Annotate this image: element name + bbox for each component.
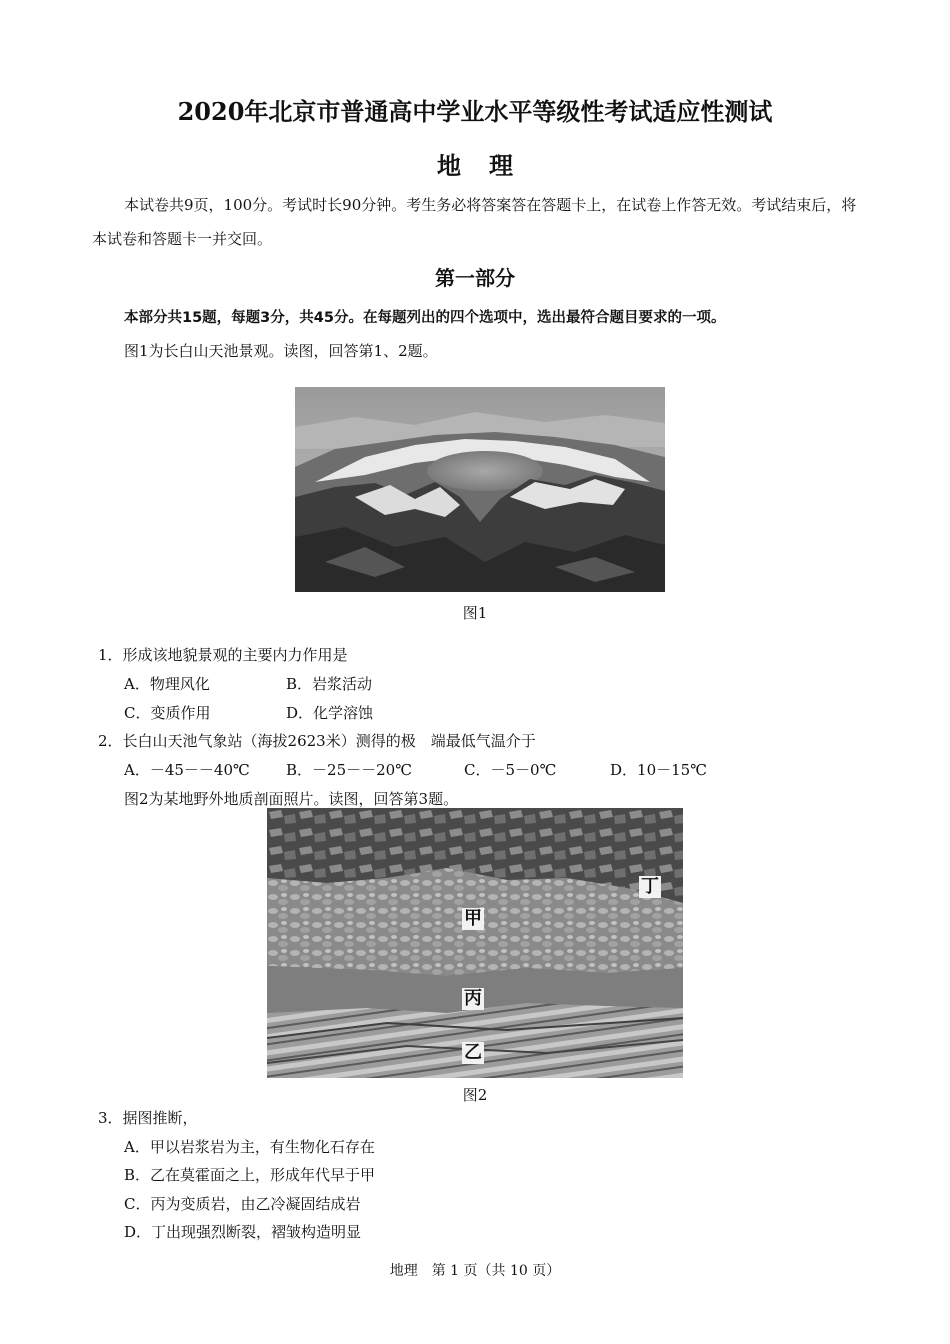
part-heading: 第一部分: [435, 266, 515, 290]
figure1-lead: 图1为长白山天池景观。读图，回答第1、2题。: [124, 342, 438, 360]
figure1-caption: 图1: [462, 604, 488, 622]
q1-option-a: A．物理风化: [124, 675, 210, 693]
figure2-label-yi: 乙: [464, 1042, 482, 1063]
figure2-label-jia: 甲: [464, 908, 482, 929]
q3-stem: 3．据图推断，: [98, 1109, 198, 1127]
figure1-photo: [295, 387, 665, 592]
figure2-lead: 图2为某地野外地质剖面照片。读图，回答第3题。: [124, 790, 459, 808]
q2-option-b: B．－25－－20℃: [286, 761, 412, 779]
exam-title: 2020年北京市普通高中学业水平等级性考试适应性测试: [177, 97, 773, 126]
q2-option-c: C．－5－0℃: [464, 761, 557, 779]
q1-stem: 1．形成该地貌景观的主要内力作用是: [98, 646, 348, 664]
q2-option-a: A．－45－－40℃: [124, 761, 250, 779]
subject-title: 地理: [437, 151, 541, 180]
q3-option-a: A．甲以岩浆岩为主，有生物化石存在: [124, 1138, 375, 1156]
figure2-caption: 图2: [462, 1086, 488, 1104]
q2-option-d: D．10－15℃: [610, 761, 707, 779]
q3-option-d: D．丁出现强烈断裂，褶皱构造明显: [124, 1223, 362, 1241]
q1-option-b: B．岩浆活动: [286, 675, 373, 693]
figure2-label-ding: 丁: [641, 876, 659, 897]
part-instructions: 本部分共15题，每题3分，共45分。在每题列出的四个选项中，选出最符合题目要求的一项。: [124, 310, 726, 326]
q3-option-b: B．乙在莫霍面之上，形成年代早于甲: [124, 1166, 376, 1184]
q1-option-c: C．变质作用: [124, 704, 211, 722]
q1-option-d: D．化学溶蚀: [286, 704, 374, 722]
page-footer: 地理 第 1 页（共 10 页）: [389, 1263, 561, 1279]
exam-intro: 本试卷共9页，100分。考试时长90分钟。考生务必将答案答在答题卡上，在试卷上作答无效。考试结束后，将本试卷和答题卡一并交回。: [92, 196, 857, 248]
figure2-label-bing: 丙: [464, 988, 482, 1009]
q2-stem: 2．长白山天池气象站（海拔2623米）测得的极 端最低气温介于: [98, 732, 536, 750]
figure2-photo: [267, 808, 683, 1078]
q3-option-c: C．丙为变质岩，由乙冷凝固结成岩: [124, 1195, 361, 1213]
